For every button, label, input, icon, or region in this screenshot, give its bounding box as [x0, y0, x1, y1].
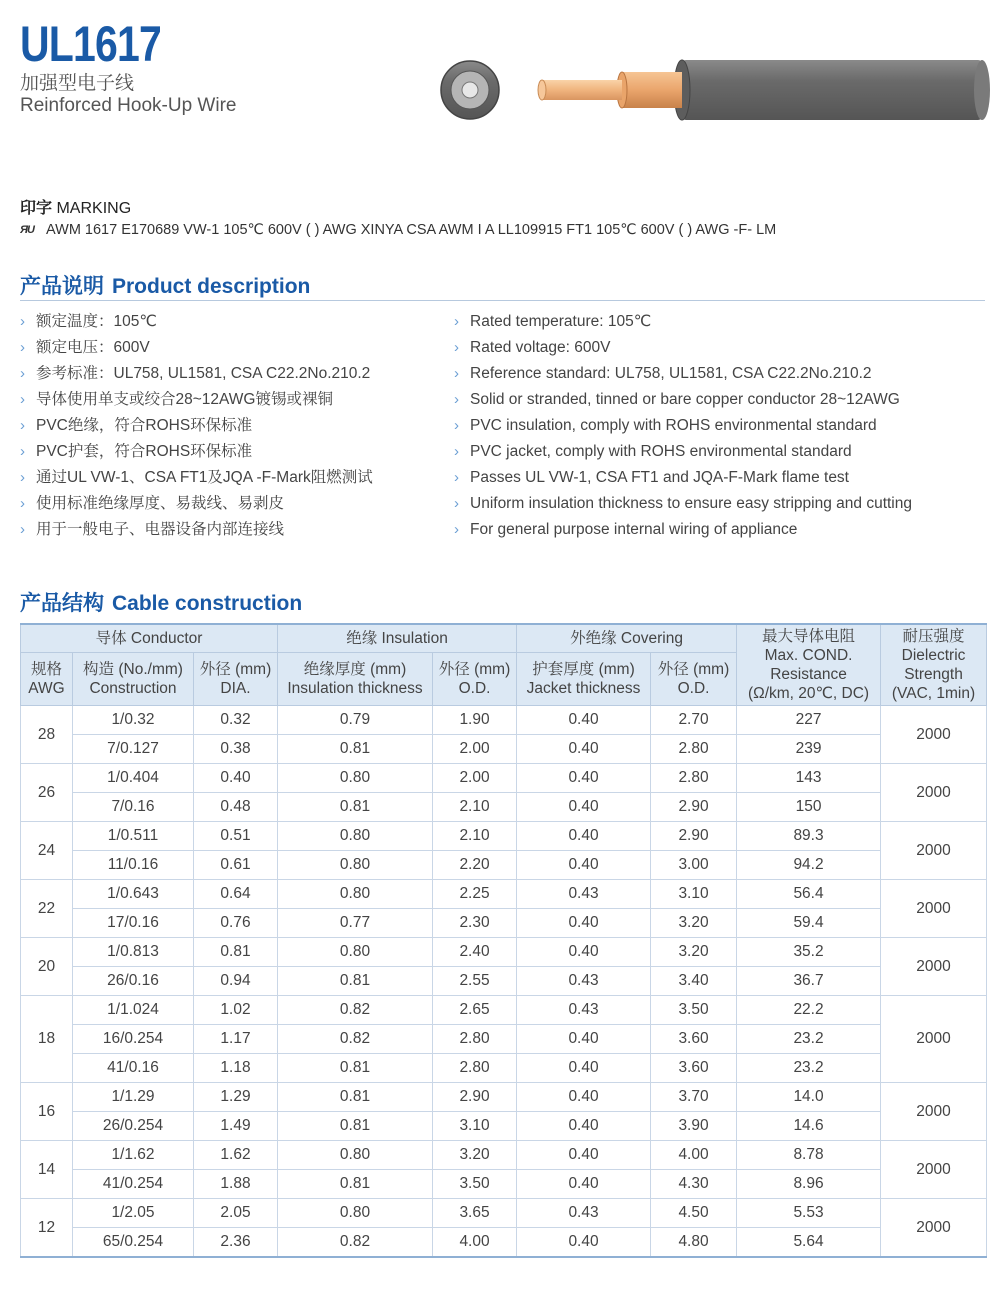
description-text: Reference standard: UL758, UL1581, CSA C22.2No.210.2	[470, 365, 872, 382]
cell-construction: 16/0.254	[73, 1025, 194, 1054]
description-item	[454, 442, 912, 468]
cable-construction-table	[20, 623, 987, 1258]
header-conductor-dia: 外径 (mm) DIA.	[194, 653, 278, 706]
cell-awg: 18	[21, 996, 73, 1083]
cell-awg: 26	[21, 764, 73, 822]
cell-insulation-od: 1.90	[433, 706, 517, 735]
table-row	[21, 909, 987, 938]
cell-construction: 17/0.16	[73, 909, 194, 938]
description-text: 用于一般电子、电器设备内部连接线	[36, 521, 285, 538]
cell-construction: 1/0.32	[73, 706, 194, 735]
cell-conductor-dia: 0.48	[194, 793, 278, 822]
description-item	[454, 468, 912, 494]
chevron-right-icon: ›	[20, 495, 25, 512]
cell-jacket-od: 3.00	[651, 851, 737, 880]
table-row	[21, 735, 987, 764]
cell-conductor-dia: 1.88	[194, 1170, 278, 1199]
cell-conductor-dia: 0.94	[194, 967, 278, 996]
chevron-right-icon: ›	[454, 443, 459, 460]
cell-insulation-od: 2.25	[433, 880, 517, 909]
cell-conductor-dia: 0.40	[194, 764, 278, 793]
wire-illustration	[436, 50, 992, 130]
cell-insulation-od: 2.80	[433, 1054, 517, 1083]
cell-construction: 1/0.813	[73, 938, 194, 967]
marking-label-en: MARKING	[56, 200, 132, 217]
cell-insulation-thickness: 0.81	[278, 735, 433, 764]
cable-construction-title	[20, 587, 302, 617]
cell-jacket-thickness: 0.40	[517, 735, 651, 764]
table-row	[21, 822, 987, 851]
cell-jacket-od: 3.90	[651, 1112, 737, 1141]
header-resistance-line: (Ω/km, 20℃, DC)	[747, 685, 870, 702]
cell-construction: 1/1.024	[73, 996, 194, 1025]
cell-jacket-thickness: 0.40	[517, 1112, 651, 1141]
header-resistance-line: Max. COND.	[764, 647, 853, 664]
cell-jacket-od: 4.00	[651, 1141, 737, 1170]
cell-jacket-od: 3.70	[651, 1083, 737, 1112]
header-construction: 构造 (No./mm) Construction	[73, 653, 194, 706]
cell-construction: 1/1.29	[73, 1083, 194, 1112]
description-item	[20, 390, 373, 416]
cell-insulation-thickness: 0.82	[278, 996, 433, 1025]
chevron-right-icon: ›	[20, 365, 25, 382]
cell-resistance: 8.78	[737, 1141, 881, 1170]
cell-insulation-thickness: 0.79	[278, 706, 433, 735]
cell-resistance: 56.4	[737, 880, 881, 909]
cell-conductor-dia: 0.38	[194, 735, 278, 764]
cell-insulation-thickness: 0.81	[278, 793, 433, 822]
cell-insulation-od: 2.30	[433, 909, 517, 938]
description-text: 导体使用单支或绞合28~12AWG镀锡或裸铜	[36, 391, 333, 408]
table-row	[21, 1228, 987, 1258]
cell-construction: 1/2.05	[73, 1199, 194, 1228]
description-text: 额定温度：105℃	[36, 313, 157, 330]
cell-resistance: 5.53	[737, 1199, 881, 1228]
product-title: UL1617	[20, 16, 161, 72]
description-item	[20, 364, 373, 390]
cell-insulation-thickness: 0.81	[278, 1112, 433, 1141]
cable-construction-title-en: Cable construction	[112, 592, 303, 615]
chevron-right-icon: ›	[20, 443, 25, 460]
cell-jacket-thickness: 0.40	[517, 822, 651, 851]
cell-resistance: 89.3	[737, 822, 881, 851]
cell-construction: 41/0.254	[73, 1170, 194, 1199]
header-resistance-line: 最大导体电阻	[762, 628, 856, 645]
header-insulation-od: 外径 (mm) O.D.	[433, 653, 517, 706]
cell-insulation-thickness: 0.80	[278, 851, 433, 880]
cell-conductor-dia: 1.18	[194, 1054, 278, 1083]
subtitle-english: Reinforced Hook-Up Wire	[20, 95, 237, 116]
cell-resistance: 239	[737, 735, 881, 764]
cable-construction-title-cn: 产品结构	[20, 592, 104, 615]
cell-jacket-thickness: 0.40	[517, 764, 651, 793]
cell-construction: 7/0.127	[73, 735, 194, 764]
table-row	[21, 1170, 987, 1199]
cell-insulation-od: 2.00	[433, 735, 517, 764]
cell-insulation-thickness: 0.82	[278, 1228, 433, 1258]
wire-side-view-icon	[538, 60, 990, 120]
description-text: 使用标准绝缘厚度、易裁线、易剥皮	[36, 495, 285, 512]
cell-jacket-od: 3.20	[651, 909, 737, 938]
description-text: Uniform insulation thickness to ensure easy stripping and cutting	[470, 495, 912, 512]
description-item	[454, 390, 912, 416]
description-text: 参考标准：UL758, UL1581, CSA C22.2No.210.2	[36, 365, 371, 382]
cell-insulation-thickness: 0.81	[278, 1054, 433, 1083]
cell-conductor-dia: 0.61	[194, 851, 278, 880]
product-description-title-cn: 产品说明	[20, 275, 104, 298]
cell-insulation-thickness: 0.81	[278, 1170, 433, 1199]
cell-jacket-thickness: 0.40	[517, 706, 651, 735]
table-row	[21, 1141, 987, 1170]
description-item	[20, 494, 373, 520]
description-list-en	[454, 312, 912, 546]
table-row	[21, 793, 987, 822]
header-dielectric	[881, 624, 987, 706]
header-awg: 规格 AWG	[21, 653, 73, 706]
cell-dielectric: 2000	[881, 1141, 987, 1199]
cell-awg: 20	[21, 938, 73, 996]
header-dielectric-line: Strength	[904, 666, 963, 683]
chevron-right-icon: ›	[454, 313, 459, 330]
header-dielectric-line: (VAC, 1min)	[891, 685, 976, 702]
cell-conductor-dia: 2.05	[194, 1199, 278, 1228]
cell-insulation-od: 2.55	[433, 967, 517, 996]
cell-conductor-dia: 1.62	[194, 1141, 278, 1170]
table-row	[21, 967, 987, 996]
description-item	[454, 494, 912, 520]
chevron-right-icon: ›	[20, 313, 25, 330]
header-insulation-thickness: 绝缘厚度 (mm) Insulation thickness	[278, 653, 433, 706]
marking-text: AWM 1617 E170689 VW-1 105℃ 600V ( ) AWG XINYA CSA AWM I A LL109915 FT1 105℃ 600V ( ) AWG -F- LM	[46, 222, 777, 238]
cell-insulation-thickness: 0.80	[278, 1141, 433, 1170]
cell-conductor-dia: 1.02	[194, 996, 278, 1025]
cell-insulation-od: 2.10	[433, 822, 517, 851]
cell-resistance: 150	[737, 793, 881, 822]
cell-insulation-thickness: 0.80	[278, 938, 433, 967]
chevron-right-icon: ›	[20, 521, 25, 538]
cell-awg: 14	[21, 1141, 73, 1199]
table-row	[21, 706, 987, 735]
cell-insulation-od: 2.10	[433, 793, 517, 822]
description-item	[454, 520, 912, 546]
cell-jacket-thickness: 0.40	[517, 1025, 651, 1054]
cell-dielectric: 2000	[881, 938, 987, 996]
cell-insulation-thickness: 0.81	[278, 967, 433, 996]
product-description-title	[20, 270, 310, 300]
description-text: Passes UL VW-1, CSA FT1 and JQA-F-Mark flame test	[470, 469, 849, 486]
cell-construction: 41/0.16	[73, 1054, 194, 1083]
cell-jacket-od: 3.10	[651, 880, 737, 909]
cell-insulation-od: 2.40	[433, 938, 517, 967]
cell-jacket-thickness: 0.40	[517, 1228, 651, 1258]
cell-dielectric: 2000	[881, 764, 987, 822]
marking-line	[20, 222, 776, 238]
cell-resistance: 35.2	[737, 938, 881, 967]
description-text: PVC绝缘，符合ROHS环保标准	[36, 417, 253, 434]
table-row	[21, 1025, 987, 1054]
description-item	[454, 312, 912, 338]
cell-insulation-thickness: 0.77	[278, 909, 433, 938]
cell-awg: 12	[21, 1199, 73, 1258]
cell-insulation-thickness: 0.80	[278, 822, 433, 851]
cell-resistance: 94.2	[737, 851, 881, 880]
cell-construction: 1/1.62	[73, 1141, 194, 1170]
cell-dielectric: 2000	[881, 1083, 987, 1141]
cell-insulation-od: 2.20	[433, 851, 517, 880]
cell-resistance: 59.4	[737, 909, 881, 938]
header-dielectric-line: 耐压强度	[902, 628, 965, 645]
table-row	[21, 1199, 987, 1228]
description-text: PVC护套，符合ROHS环保标准	[36, 443, 253, 460]
cell-jacket-od: 2.80	[651, 764, 737, 793]
cell-conductor-dia: 2.36	[194, 1228, 278, 1258]
cell-jacket-od: 2.80	[651, 735, 737, 764]
cell-insulation-od: 2.65	[433, 996, 517, 1025]
cell-conductor-dia: 0.81	[194, 938, 278, 967]
cell-jacket-od: 4.80	[651, 1228, 737, 1258]
subtitle-chinese: 加强型电子线	[20, 73, 135, 94]
description-item	[454, 338, 912, 364]
cell-construction: 26/0.16	[73, 967, 194, 996]
chevron-right-icon: ›	[454, 339, 459, 356]
cell-jacket-od: 3.60	[651, 1025, 737, 1054]
description-text: Solid or stranded, tinned or bare copper conductor 28~12AWG	[470, 391, 900, 408]
cell-jacket-od: 3.20	[651, 938, 737, 967]
description-item	[20, 468, 373, 494]
cell-conductor-dia: 0.51	[194, 822, 278, 851]
description-item	[20, 520, 373, 546]
cell-insulation-thickness: 0.80	[278, 764, 433, 793]
cell-resistance: 8.96	[737, 1170, 881, 1199]
description-item	[454, 364, 912, 390]
cell-insulation-od: 3.20	[433, 1141, 517, 1170]
svg-text:Я̲U: Я̲U	[20, 224, 34, 234]
description-text: 通过UL VW-1、CSA FT1及JQA -F-Mark阻燃测试	[36, 469, 373, 486]
description-list-cn	[20, 312, 373, 546]
cell-jacket-od: 3.50	[651, 996, 737, 1025]
cell-conductor-dia: 1.29	[194, 1083, 278, 1112]
cell-jacket-thickness: 0.43	[517, 967, 651, 996]
marking-heading	[20, 195, 131, 218]
chevron-right-icon: ›	[454, 391, 459, 408]
cell-resistance: 23.2	[737, 1025, 881, 1054]
cell-jacket-thickness: 0.40	[517, 1141, 651, 1170]
cell-jacket-thickness: 0.40	[517, 938, 651, 967]
cell-insulation-thickness: 0.82	[278, 1025, 433, 1054]
header-dielectric-line: Dielectric	[901, 647, 966, 664]
cell-jacket-od: 2.90	[651, 822, 737, 851]
cell-resistance: 14.0	[737, 1083, 881, 1112]
cell-jacket-thickness: 0.40	[517, 1170, 651, 1199]
marking-label-cn: 印字	[20, 200, 53, 217]
header-jacket-od: 外径 (mm) O.D.	[651, 653, 737, 706]
table-row	[21, 938, 987, 967]
cell-conductor-dia: 1.49	[194, 1112, 278, 1141]
cell-resistance: 5.64	[737, 1228, 881, 1258]
wire-cross-section-icon	[441, 61, 499, 119]
cell-jacket-thickness: 0.43	[517, 996, 651, 1025]
chevron-right-icon: ›	[454, 521, 459, 538]
cell-resistance: 143	[737, 764, 881, 793]
cell-jacket-thickness: 0.43	[517, 1199, 651, 1228]
cell-insulation-thickness: 0.80	[278, 1199, 433, 1228]
cell-dielectric: 2000	[881, 880, 987, 938]
chevron-right-icon: ›	[454, 469, 459, 486]
cell-dielectric: 2000	[881, 822, 987, 880]
chevron-right-icon: ›	[454, 417, 459, 434]
cell-insulation-thickness: 0.81	[278, 1083, 433, 1112]
cell-insulation-od: 2.00	[433, 764, 517, 793]
cell-insulation-thickness: 0.80	[278, 880, 433, 909]
ul-recognized-icon	[20, 223, 36, 237]
header-resistance-line: Resistance	[770, 666, 847, 683]
header-resistance	[737, 624, 881, 706]
table-row	[21, 996, 987, 1025]
cell-dielectric: 2000	[881, 996, 987, 1083]
description-item	[20, 338, 373, 364]
product-description-title-en: Product description	[112, 275, 311, 298]
section-divider	[20, 300, 985, 301]
description-item	[20, 312, 373, 338]
table-row	[21, 1054, 987, 1083]
description-item	[454, 416, 912, 442]
cell-construction: 65/0.254	[73, 1228, 194, 1258]
cell-resistance: 22.2	[737, 996, 881, 1025]
cell-resistance: 227	[737, 706, 881, 735]
description-text: Rated voltage: 600V	[470, 339, 611, 356]
cell-jacket-thickness: 0.40	[517, 793, 651, 822]
table-row	[21, 851, 987, 880]
description-item	[20, 416, 373, 442]
cell-awg: 22	[21, 880, 73, 938]
cell-insulation-od: 4.00	[433, 1228, 517, 1258]
cell-jacket-od: 4.50	[651, 1199, 737, 1228]
cell-insulation-od: 3.50	[433, 1170, 517, 1199]
description-text: Rated temperature: 105℃	[470, 313, 652, 330]
cell-construction: 1/0.643	[73, 880, 194, 909]
cell-jacket-thickness: 0.43	[517, 880, 651, 909]
cell-resistance: 14.6	[737, 1112, 881, 1141]
cell-construction: 26/0.254	[73, 1112, 194, 1141]
table-row	[21, 1083, 987, 1112]
cell-jacket-od: 4.30	[651, 1170, 737, 1199]
cell-construction: 11/0.16	[73, 851, 194, 880]
cell-jacket-thickness: 0.40	[517, 1083, 651, 1112]
cell-awg: 24	[21, 822, 73, 880]
header-covering: 外绝缘 Covering	[517, 624, 737, 653]
cell-construction: 1/0.511	[73, 822, 194, 851]
cell-awg: 28	[21, 706, 73, 764]
cell-resistance: 23.2	[737, 1054, 881, 1083]
chevron-right-icon: ›	[20, 339, 25, 356]
cell-jacket-od: 2.70	[651, 706, 737, 735]
table-row	[21, 1112, 987, 1141]
header-insulation: 绝缘 Insulation	[278, 624, 517, 653]
cell-conductor-dia: 0.76	[194, 909, 278, 938]
cell-jacket-thickness: 0.40	[517, 851, 651, 880]
cell-construction: 1/0.404	[73, 764, 194, 793]
cell-insulation-od: 2.90	[433, 1083, 517, 1112]
cell-insulation-od: 2.80	[433, 1025, 517, 1054]
table-row	[21, 880, 987, 909]
cell-construction: 7/0.16	[73, 793, 194, 822]
header-conductor: 导体 Conductor	[21, 624, 278, 653]
description-item	[20, 442, 373, 468]
description-text: For general purpose internal wiring of appliance	[470, 521, 798, 538]
cell-conductor-dia: 0.32	[194, 706, 278, 735]
description-text: 额定电压：600V	[36, 339, 150, 356]
description-text: PVC insulation, comply with ROHS environmental standard	[470, 417, 877, 434]
description-text: PVC jacket, comply with ROHS environmental standard	[470, 443, 852, 460]
cell-conductor-dia: 1.17	[194, 1025, 278, 1054]
chevron-right-icon: ›	[20, 417, 25, 434]
cell-jacket-thickness: 0.40	[517, 909, 651, 938]
chevron-right-icon: ›	[20, 469, 25, 486]
cell-conductor-dia: 0.64	[194, 880, 278, 909]
cell-resistance: 36.7	[737, 967, 881, 996]
cell-insulation-od: 3.10	[433, 1112, 517, 1141]
cell-jacket-thickness: 0.40	[517, 1054, 651, 1083]
cell-awg: 16	[21, 1083, 73, 1141]
chevron-right-icon: ›	[454, 365, 459, 382]
table-row	[21, 764, 987, 793]
header-jacket-thickness: 护套厚度 (mm) Jacket thickness	[517, 653, 651, 706]
table-body	[21, 706, 987, 1258]
cell-insulation-od: 3.65	[433, 1199, 517, 1228]
cell-jacket-od: 3.60	[651, 1054, 737, 1083]
cell-jacket-od: 2.90	[651, 793, 737, 822]
cell-dielectric: 2000	[881, 1199, 987, 1258]
cell-dielectric: 2000	[881, 706, 987, 764]
chevron-right-icon: ›	[454, 495, 459, 512]
chevron-right-icon: ›	[20, 391, 25, 408]
cell-jacket-od: 3.40	[651, 967, 737, 996]
